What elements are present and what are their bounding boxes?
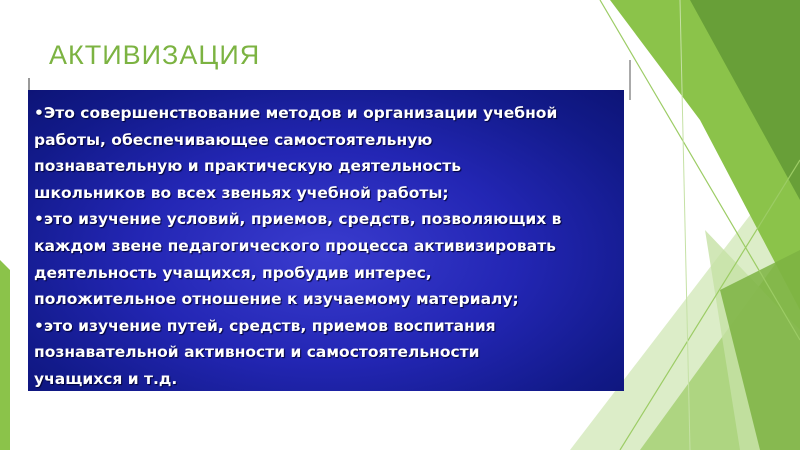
content-line: познавательную и практическую деятельность — [34, 157, 462, 176]
content-line: деятельность учащихся, пробудив интерес, — [34, 263, 432, 282]
content-line: •это изучение условий, приемов, средств, позволяющих в — [34, 210, 562, 229]
content-line: познавательной активности и самостоятельности — [34, 343, 480, 362]
content-line: школьников во всех звеньях учебной работы; — [34, 183, 449, 202]
content-line: •это изучение путей, средств, приемов воспитания — [34, 316, 496, 335]
left-accent-bar — [0, 260, 10, 450]
content-line: учащихся и т.д. — [34, 369, 178, 388]
slide-title: АКТИВИЗАЦИЯ — [49, 40, 261, 70]
content-line: положительное отношение к изучаемому материалу; — [34, 290, 519, 309]
content-line: •Это совершенствование методов и организации учебной — [34, 104, 558, 122]
content-line: работы, обеспечивающее самостоятельную — [34, 130, 433, 149]
content-box — [28, 90, 624, 391]
content-line: каждом звене педагогического процесса активизировать — [34, 236, 556, 255]
